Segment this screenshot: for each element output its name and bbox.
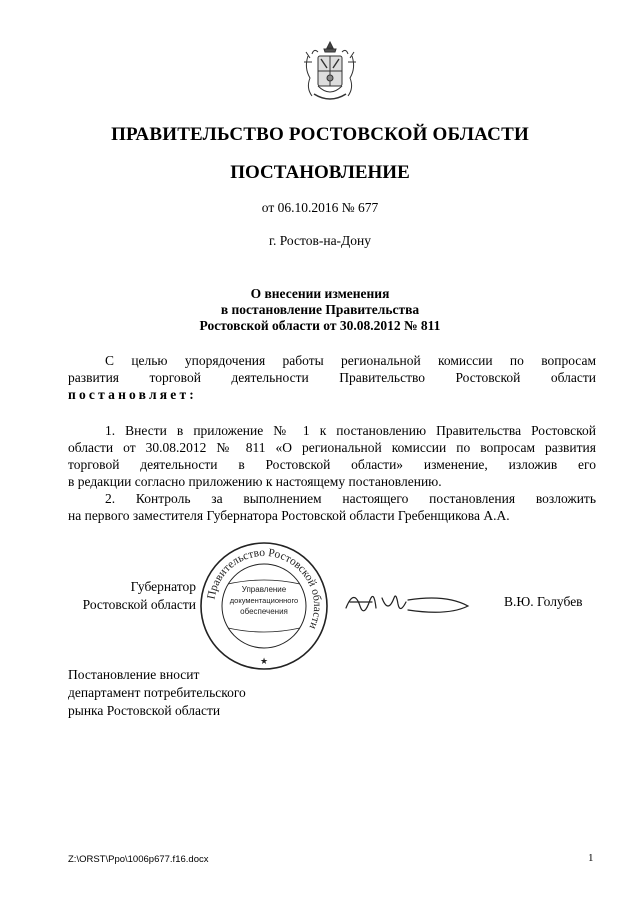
issuing-department <box>68 666 246 720</box>
official-seal-stamp <box>198 540 330 672</box>
clause-2-line-1: 2. Контроль за выполнением настоящего постановления возложить <box>105 491 596 506</box>
clause-1-line-2: области от 30.08.2012 № 811 «О региональной комиссии по вопросам развития <box>68 440 596 455</box>
issuer-line-3: рынка Ростовской области <box>68 703 221 718</box>
seal-center-line-1: Управление <box>241 585 287 594</box>
clause-1-line-3: торговой деятельности в Ростовской области» изменение, изложив его <box>68 457 596 472</box>
government-title: ПРАВИТЕЛЬСТВО РОСТОВСКОЙ ОБЛАСТИ <box>111 124 529 145</box>
issuer-line-2: департамент потребительского <box>68 685 246 700</box>
subject-line-3: Ростовской области от 30.08.2012 № 811 <box>199 318 441 333</box>
signatory-title <box>68 578 196 614</box>
document-type-title: ПОСТАНОВЛЕНИЕ <box>230 162 410 183</box>
preamble-paragraph <box>68 352 596 403</box>
clause-1-paragraph <box>68 422 596 490</box>
decree-subject <box>0 286 640 334</box>
issuer-line-1: Постановление вносит <box>68 667 200 682</box>
clause-1-line-4: в редакции согласно приложению к настоящему постановлению. <box>68 474 442 489</box>
clause-2-paragraph <box>68 490 596 524</box>
clause-1-line-1: 1. Внести в приложение № 1 к постановлению Правительства Ростовской <box>105 423 596 438</box>
seal-center-line-2: документационного <box>229 596 299 605</box>
seal-star-icon: ★ <box>259 656 269 666</box>
seal-ring-text: Правительство Ростовской области <box>205 546 324 631</box>
handwritten-signature <box>336 578 476 628</box>
subject-line-1: О внесении изменения <box>250 286 390 301</box>
preamble-line-1: С целью упорядочения работы региональной комиссии по вопросам <box>105 353 596 368</box>
signatory-title-line-1: Губернатор <box>130 579 196 594</box>
preamble-line-3: постановляет: <box>68 387 197 402</box>
preamble-line-2: развития торговой деятельности Правительство Ростовской области <box>68 370 596 385</box>
signatory-name: В.Ю. Голубев <box>504 594 583 609</box>
page-number: 1 <box>588 852 594 864</box>
seal-center-line-3: обеспечения <box>240 607 288 616</box>
signatory-title-line-2: Ростовской области <box>82 597 196 612</box>
file-path-footer: Z:\ORST\Ppo\1006p677.f16.docx <box>68 854 209 865</box>
subject-line-2: в постановление Правительства <box>220 302 420 317</box>
decree-city: г. Ростов-на-Дону <box>268 233 371 248</box>
coat-of-arms-emblem <box>300 38 360 108</box>
clause-2-line-2: на первого заместителя Губернатора Ростовской области Гребенщикова А.А. <box>68 508 510 523</box>
decree-date-number: от 06.10.2016 № 677 <box>261 200 379 215</box>
